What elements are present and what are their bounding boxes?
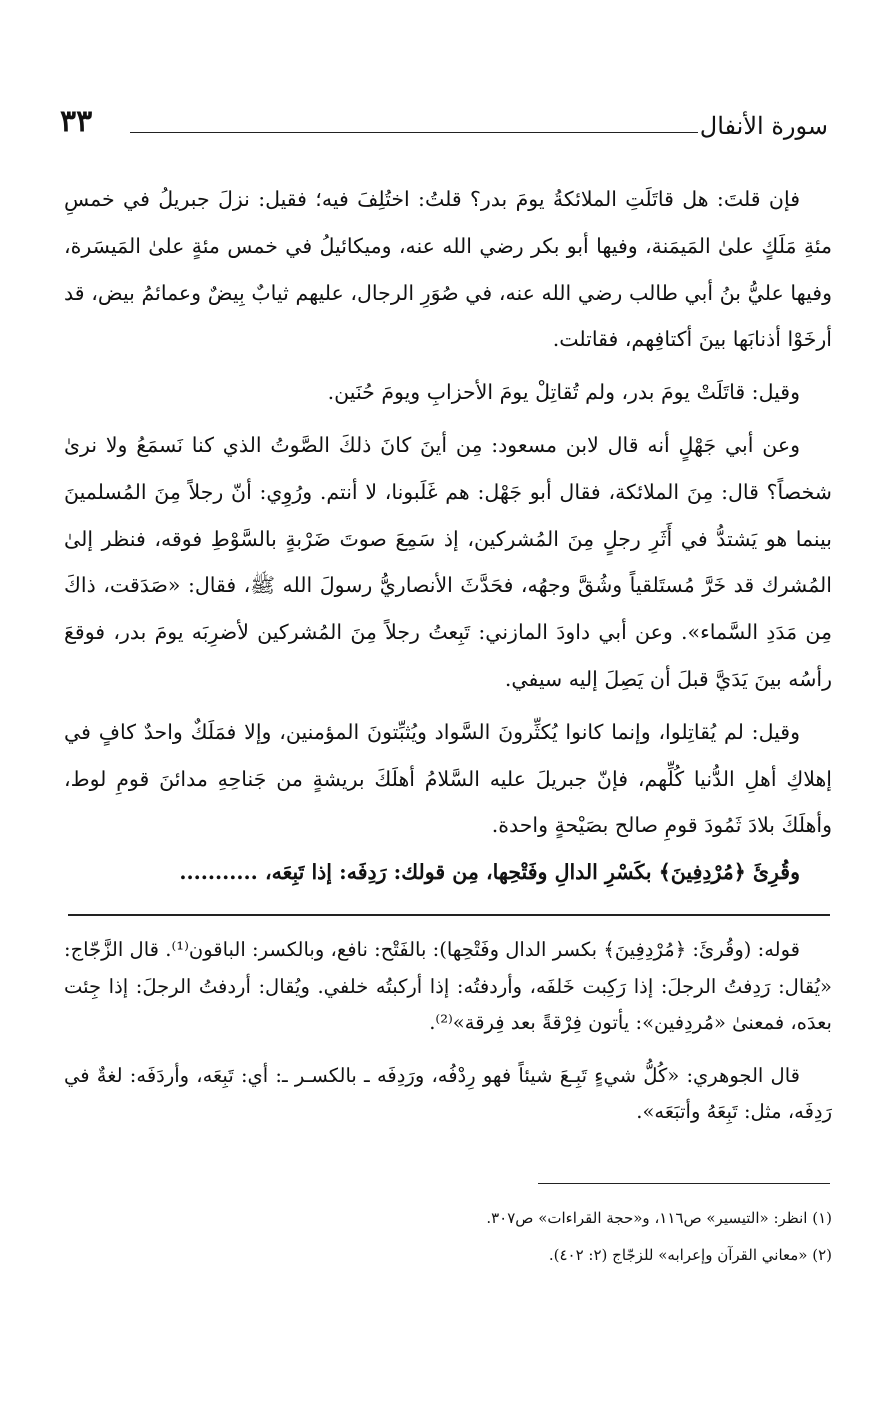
- text-divider: [68, 914, 830, 916]
- main-text: [64, 176, 832, 896]
- surah-title: سورة الأنفال: [699, 112, 828, 140]
- paragraph-angels-fought: فإن قلتَ: هل قاتَلَتِ الملائكةُ يومَ بدر؟ قلتُ: اختُلِفَ فيه؛ فقيل: نزلَ جبريلُ في خمسِ مئةِ مَلَكٍ علىٰ المَيمَنة، وفيها أبو بكر رضي الله عنه، وميكائيلُ في خمس مئةٍ علىٰ المَيسَرة، وفيها عليُّ بنُ أبي طالب رضي الله عنه، في صُوَرِ الرجال، عليهم ثيابٌ بِيضٌ وعمائمُ بيض، قد أرخَوْا أذنابَها بينَ أكتافِهم، فقاتلت.: [64, 187, 832, 352]
- paragraph-abu-jahl: وعن أبي جَهْلٍ أنه قال لابن مسعود: مِن أينَ كانَ ذلكَ الصَّوتُ الذي كنا نَسمَعُ ولا نرىٰ شخصاً؟ قال: مِنَ الملائكة، فقال أبو جَهْل: هم غَلَبونا، لا أنتم. ورُوِي: أنّ رجلاً مِنَ المُسلمينَ بينما هو يَشتدُّ في أَثَرِ رجلٍ مِنَ المُشركين، إذ سَمِعَ صوتَ ضَرْبةٍ بالسَّوْطِ فوقه، فنظر إلىٰ المُشرك قد خَرَّ مُستَلقياً وشُقَّ وجهُه، فحَدَّثَ الأنصاريُّ رسولَ الله ﷺ، فقال: «صَدَقت، ذاكَ مِن مَدَدِ السَّماء». وعن أبي داودَ المازني: تَبِعتُ رجلاً مِنَ المُشركين لأضرِبَه يومَ بدر، فوقعَ رأسُه بينَ يَدَيَّ قبلَ أن يَصِلَ إليه سيفي.: [64, 432, 832, 691]
- footnote-rule: [538, 1183, 830, 1184]
- page-header: [60, 104, 828, 148]
- commentary-section: [64, 932, 832, 1131]
- commentary-jawhari: قال الجوهري: «كُلُّ شيءٍ تَبِـعَ شيئاً فهو رِدْفُه، ورَدِفَه ـ بالكسـر ـ: أي: تَبِعَه، وأردَفَه: لغةٌ في رَدِفَه، مثل: تَبِعَهُ وأتبَعَه».: [64, 1063, 832, 1123]
- page-number: ٣٣: [60, 104, 93, 139]
- commentary-zajjaj: قوله: (وقُرئَ: ﴿مُرْدِفِينَ﴾ بكسر الدال وفَتْحِها): بالفَتْح: نافع، وبالكسر: الباقون⁽¹⁾. قال الزَّجّاج: «يُقال: رَدِفتُ الرجلَ: إذا رَكِبت خَلفَه، وأردفتُه: إذا أركبتُه خلفي. ويُقال: أردفتُ الرجلَ: إذا جِئت بعدَه، فمعنىٰ «مُردِفين»: يأتون فِرْقةً بعد فِرقة»⁽²⁾.: [64, 938, 832, 1034]
- paragraph-reading-murdifin: وقُرِئَ ﴿مُرْدِفِينَ﴾ بكَسْرِ الدالِ وفَتْحِها، مِن قولك: رَدِفَه: إذا تَبِعَه، ...........: [179, 860, 800, 885]
- footnote-1: (١) انظر: «التيسير» ص١١٦، و«حجة القراءات» ص٣٠٧.: [486, 1209, 832, 1227]
- header-rule: [130, 132, 698, 133]
- paragraph-said-fought-badr: وقيل: قاتَلَتْ يومَ بدر، ولم تُقاتِلْ يومَ الأحزابِ ويومَ حُنَين.: [327, 380, 800, 405]
- paragraph-did-not-fight: وقيل: لم يُقاتِلوا، وإنما كانوا يُكثِّرونَ السَّواد ويُثبِّتونَ المؤمنين، وإلا فمَلَكٌ واحدٌ كافٍ في إهلاكِ أهلِ الدُّنيا كُلِّهم، فإنّ جبريلَ عليه السَّلامُ أهلَكَ بريشةٍ من جَناحِهِ مدائنَ قومِ لوط، وأهلَكَ بلادَ ثَمُودَ قومِ صالح بصَيْحةٍ واحدة.: [64, 719, 832, 838]
- footnote-2: (٢) «معاني القرآن وإعرابه» للزجّاج (٢: ٤٠٢).: [548, 1246, 832, 1264]
- footnotes: [64, 1200, 832, 1274]
